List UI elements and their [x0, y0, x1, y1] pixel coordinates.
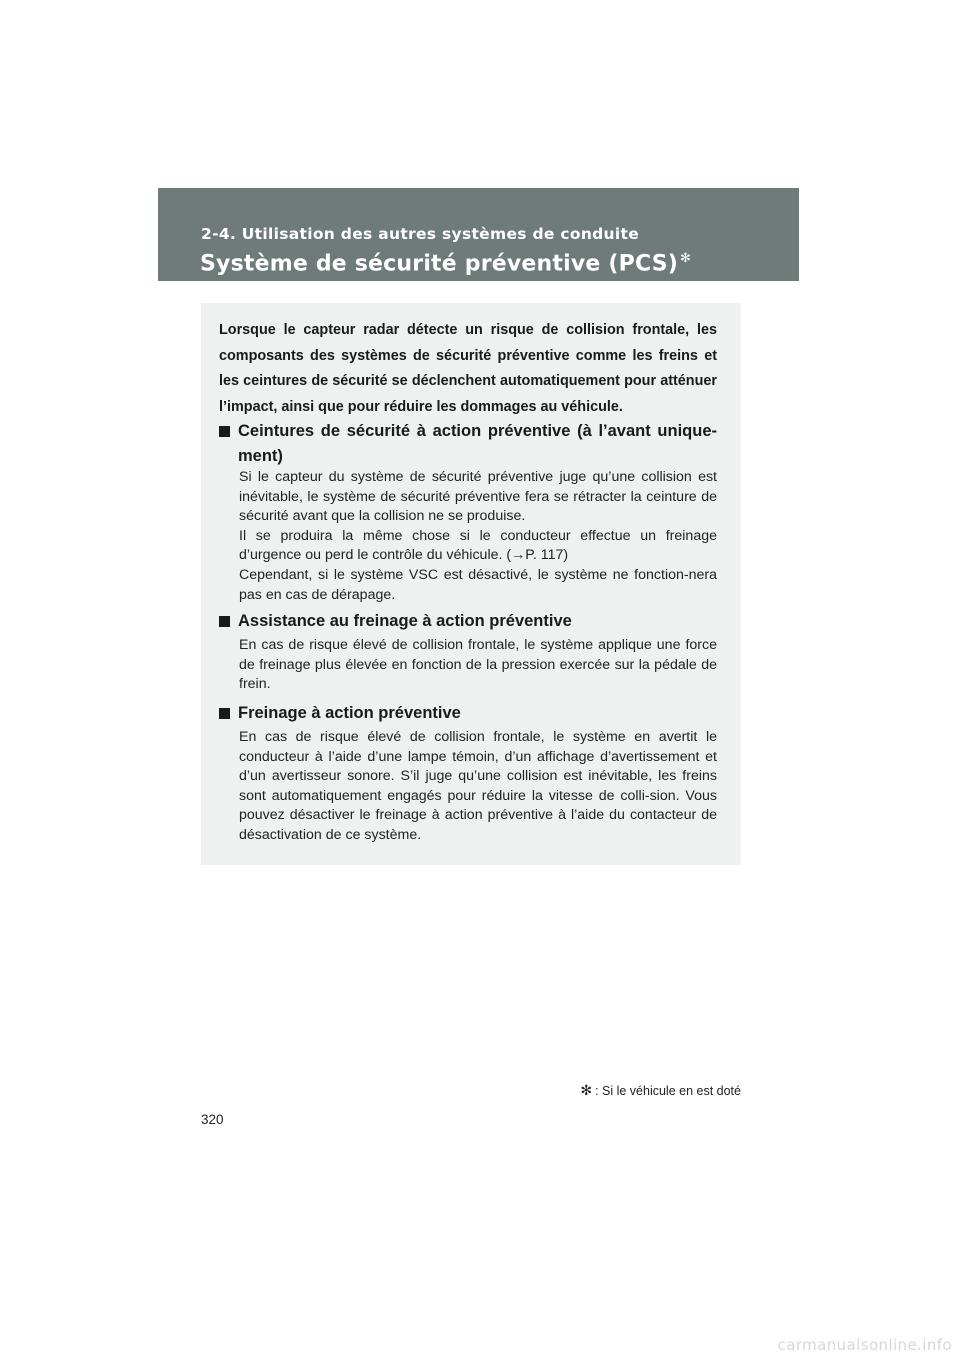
- square-bullet-icon: [219, 426, 230, 437]
- body-paragraph: Il se produira la même chose si le conducteur effectue un freinage d’urgence ou perd le contrôle du véhicule. (→P. 117): [239, 527, 717, 564]
- page-title-text: Système de sécurité préventive (PCS): [200, 251, 679, 277]
- body-paragraph: En cas de risque élevé de collision frontale, le système applique une force de freinage plus élevée en fonction de la pression exercée sur la pédale de frein.: [239, 637, 717, 693]
- subheading-text: Assistance au freinage à action préventive: [238, 612, 572, 630]
- footnote-text: : Si le véhicule en est doté: [595, 1083, 741, 1098]
- intro-paragraph: Lorsque le capteur radar détecte un risque de collision frontale, les composants des systèmes de sécurité préventive comme les freins et les ceintures de sécurité se déclenchent automatiquement pour atténuer l’impact, ainsi que pour réduire les dommages au véhicule.: [219, 322, 717, 415]
- footnote: [580, 1082, 741, 1099]
- body-paragraph: Si le capteur du système de sécurité préventive juge qu’une collision est inévitable, le système de sécurité préventive fera se rétracter la ceinture de sécurité avant que la collision ne se produise.: [239, 469, 717, 525]
- section-body-braking: [239, 728, 717, 846]
- section-body-brake-assist: [239, 636, 717, 695]
- section-body-pretensioner: [239, 468, 717, 605]
- body-paragraph: Cependant, si le système VSC est désactivé, le système ne fonction-nera pas en cas de dérapage.: [239, 566, 717, 603]
- asterisk-icon: ✻: [580, 1082, 593, 1098]
- subheading-braking: [219, 701, 717, 726]
- section-title: 2-4. Utilisation des autres systèmes de conduite: [201, 225, 640, 243]
- page-title: [200, 251, 691, 276]
- subheading-text: Ceintures de sécurité à action préventive (à l’avant unique-ment): [238, 422, 717, 465]
- asterisk-icon: ✻: [680, 251, 692, 266]
- square-bullet-icon: [219, 708, 230, 719]
- page-number: 320: [201, 1112, 224, 1127]
- square-bullet-icon: [219, 616, 230, 627]
- watermark: carmanualsonline.info: [777, 1336, 952, 1354]
- subheading-brake-assist: [219, 609, 717, 634]
- subheading-pretensioner: [219, 419, 717, 469]
- body-paragraph: En cas de risque élevé de collision frontale, le système en avertit le conducteur à l’aide d’une lampe témoin, d’un affichage d’avertissement et d’un avertisseur sonore. S’il juge qu’une collision est inévitable, les freins sont automatiquement engagés pour réduire la vitesse de colli-sion. Vous pouvez désactiver le freinage à action préventive à l’aide du contacteur de désactivation de ce système.: [239, 729, 717, 843]
- subheading-text: Freinage à action préventive: [238, 704, 461, 722]
